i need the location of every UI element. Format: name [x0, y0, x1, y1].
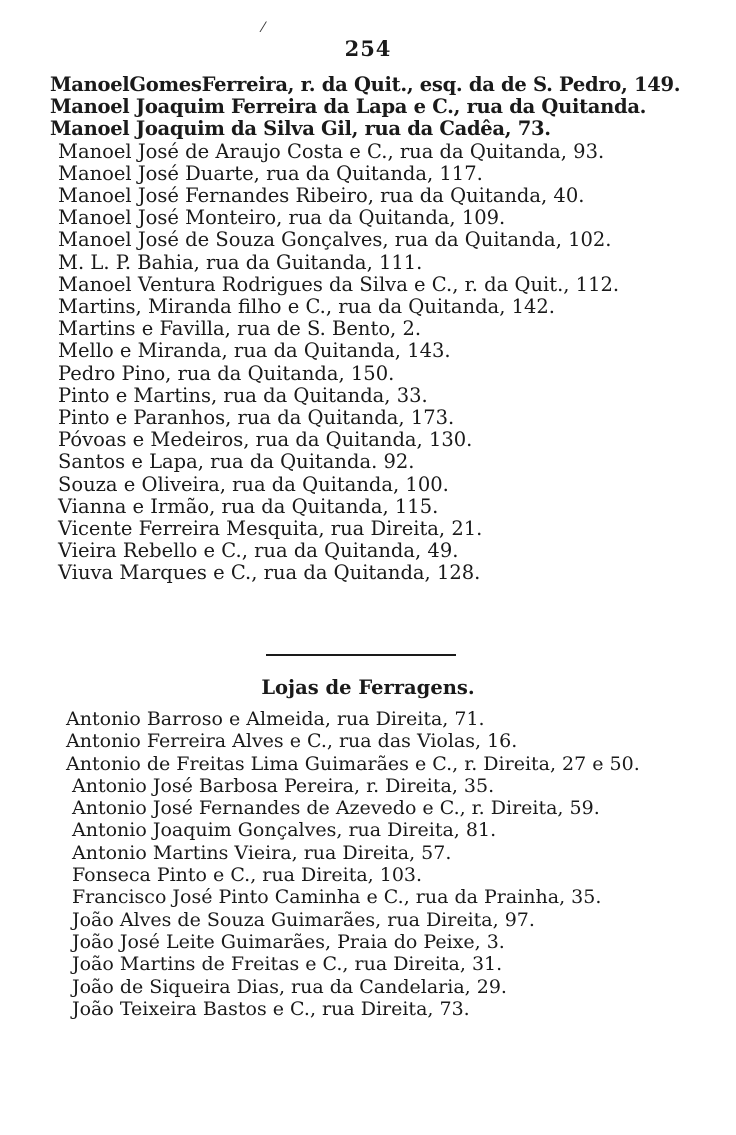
list-item: Póvoas e Medeiros, rua da Quitanda, 130.	[58, 428, 473, 452]
list-item: Mello e Miranda, rua da Quitanda, 143.	[58, 339, 451, 363]
merchant-list	[50, 74, 710, 585]
list-item: Antonio Joaquim Gonçalves, rua Direita, 81.	[72, 819, 497, 842]
list-item: Antonio Martins Vieira, rua Direita, 57.	[72, 841, 452, 864]
list-item: Manoel José de Araujo Costa e C., rua da Quitanda, 93.	[58, 139, 605, 163]
list-item: Manoel José Duarte, rua da Quitanda, 117.	[58, 161, 483, 185]
list-item: João Teixeira Bastos e C., rua Direita, 73.	[72, 997, 470, 1020]
list-item: Pinto e Paranhos, rua da Quitanda, 173.	[58, 406, 455, 430]
section-heading: Lojas de Ferragens.	[261, 676, 475, 699]
list-item: Francisco José Pinto Caminha e C., rua da Prainha, 35.	[72, 886, 602, 909]
list-item: Vicente Ferreira Mesquita, rua Direita, 21.	[58, 517, 483, 541]
list-item: João Alves de Souza Guimarães, rua Direita, 97.	[72, 908, 535, 931]
list-item: Santos e Lapa, rua da Quitanda. 92.	[58, 450, 415, 474]
list-item: João José Leite Guimarães, Praia do Peixe, 3.	[72, 930, 505, 953]
list-item: Manoel Ventura Rodrigues da Silva e C., r. da Quit., 112.	[58, 272, 620, 296]
list-item: Antonio José Fernandes de Azevedo e C., r. Direita, 59.	[72, 797, 600, 820]
list-item: Antonio José Barbosa Pereira, r. Direita, 35.	[72, 774, 495, 797]
list-item: Antonio Barroso e Almeida, rua Direita, 71.	[66, 708, 485, 730]
list-item: Manoel Joaquim da Silva Gil, rua da Cadêa, 73.	[50, 117, 551, 141]
section-divider	[266, 654, 456, 656]
page-number: 254	[344, 36, 392, 61]
list-item: João Martins de Freitas e C., rua Direita, 31.	[72, 953, 503, 976]
list-item: Manoel Joaquim Ferreira da Lapa e C., rua da Quitanda.	[50, 95, 647, 119]
list-item: Pinto e Martins, rua da Quitanda, 33.	[58, 383, 428, 407]
list-item: Manoel José de Souza Gonçalves, rua da Quitanda, 102.	[58, 228, 612, 252]
list-item: Pedro Pino, rua da Quitanda, 150.	[58, 361, 395, 385]
list-item: Vianna e Irmão, rua da Quitanda, 115.	[58, 494, 439, 518]
list-item: Antonio Ferreira Alves e C., rua das Violas, 16.	[66, 730, 518, 753]
list-item: Fonseca Pinto e C., rua Direita, 103.	[72, 864, 423, 887]
hardware-store-list	[66, 708, 706, 1020]
list-item: Manoel José Monteiro, rua da Quitanda, 109.	[58, 206, 506, 230]
list-item: ManoelGomesFerreira, r. da Quit., esq. da de S. Pedro, 149.	[50, 73, 681, 96]
list-item: Antonio de Freitas Lima Guimarães e C., r. Direita, 27 e 50.	[66, 752, 640, 775]
list-item: Martins, Miranda filho e C., rua da Quitanda, 142.	[58, 295, 556, 319]
list-item: Manoel José Fernandes Ribeiro, rua da Quitanda, 40.	[58, 184, 585, 208]
list-item: M. L. P. Bahia, rua da Guitanda, 111.	[58, 250, 423, 274]
list-item: Viuva Marques e C., rua da Quitanda, 128.	[58, 561, 481, 585]
list-item: João de Siqueira Dias, rua da Candelaria, 29.	[72, 975, 507, 998]
ink-mark: ⁄	[262, 20, 265, 36]
list-item: Vieira Rebello e C., rua da Quitanda, 49.	[58, 539, 459, 563]
list-item: Martins e Favilla, rua de S. Bento, 2.	[58, 317, 422, 341]
list-item: Souza e Oliveira, rua da Quitanda, 100.	[58, 472, 449, 496]
